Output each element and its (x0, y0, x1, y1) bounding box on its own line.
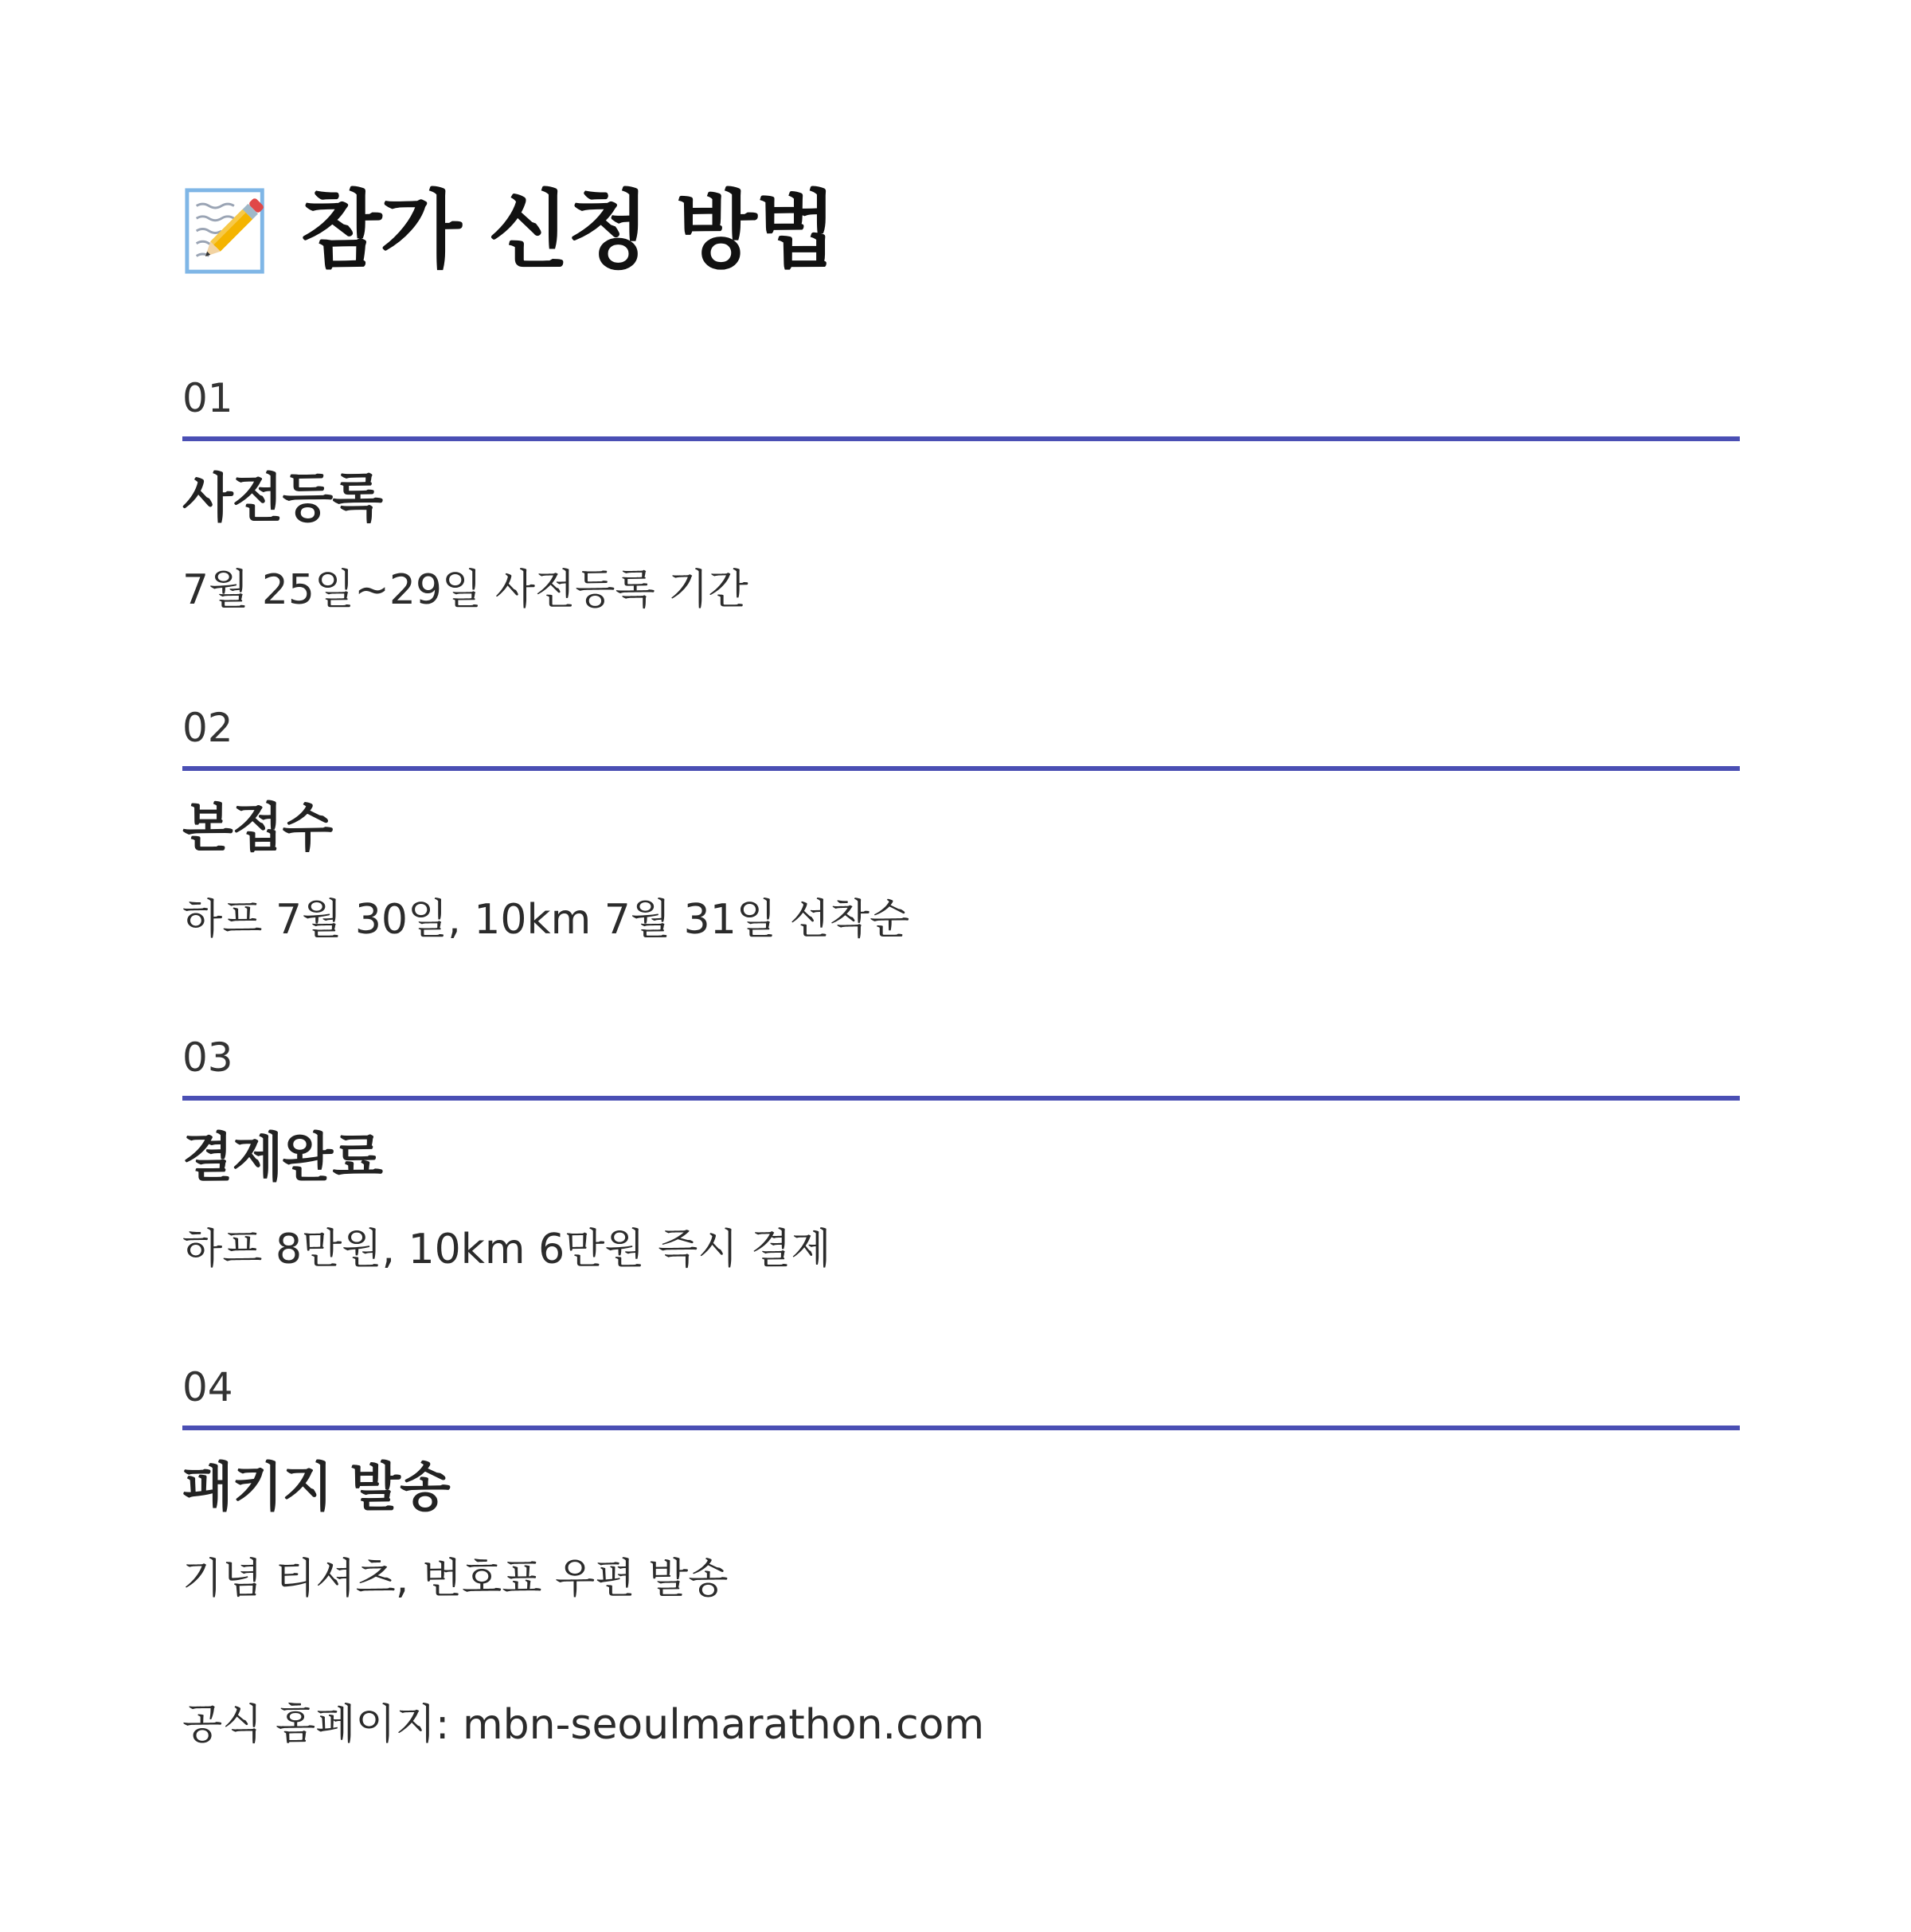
step-number: 03 (182, 1034, 233, 1081)
title-row (182, 175, 835, 287)
footer-homepage: 공식 홈페이지: mbn-seoulmarathon.com (182, 1701, 985, 1749)
step-description: 기념 티셔츠, 번호표 우편 발송 (182, 1555, 729, 1603)
step-number: 01 (182, 375, 233, 421)
step-title: 사전등록 (182, 467, 383, 529)
step-number: 04 (182, 1364, 233, 1410)
step-description: 하프 7월 30일, 10km 7월 31일 선착순 (182, 896, 910, 944)
page-title: 참가 신청 방법 (300, 182, 836, 280)
step-description: 7월 25일~29일 사전등록 기간 (182, 566, 748, 614)
step-divider (182, 436, 1740, 441)
step-title: 패키지 발송 (182, 1457, 450, 1518)
step-divider (182, 1096, 1740, 1101)
step-title: 결제완료 (182, 1127, 383, 1188)
memo-pencil-icon (182, 184, 276, 278)
step-divider (182, 766, 1740, 771)
step-description: 하프 8만원, 10km 6만원 즉시 결제 (182, 1226, 831, 1273)
step-divider (182, 1426, 1740, 1430)
step-title: 본접수 (182, 797, 333, 858)
step-number: 02 (182, 705, 233, 751)
